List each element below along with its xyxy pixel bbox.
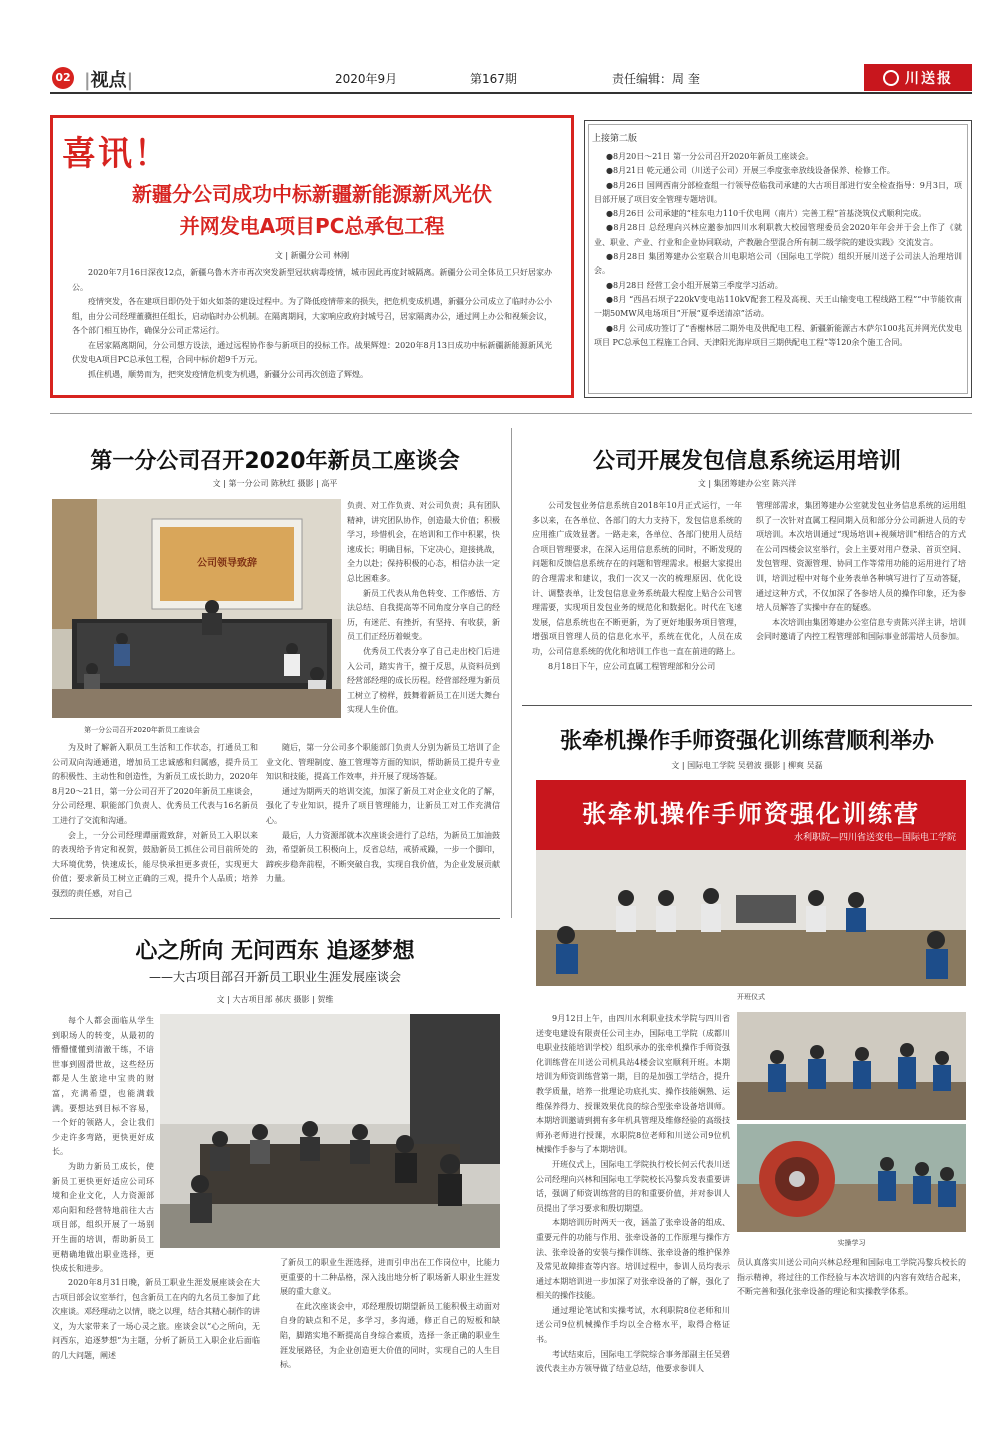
paragraph: 最后，人力资源部就本次座谈会进行了总结，为新员工加油鼓劲，希望新员工积极向上，反省总结，戒骄戒躁，一步一个脚印，蹄疾步稳奔前程，不断突破自我，实现自我价值，为企业发展贡献力量。: [266, 830, 500, 884]
column-divider: [511, 428, 512, 918]
paragraph: 新员工代表从角色转变、工作感悟、方法总结、自我提高等不同角度分享自己的经历，有迷茫、有挫折，有坚持、有收获，新员工们正经历着蜕变。: [347, 588, 500, 642]
section-divider: [50, 413, 972, 414]
meeting-photo-image: [52, 499, 341, 718]
photo-caption: 第一分公司召开2020年新员工座谈会: [84, 726, 200, 734]
issue-number: 第167期: [470, 72, 517, 86]
article-a-middle-column: [266, 741, 500, 887]
continued-label: 上接第二版: [592, 134, 638, 144]
paragraph: 通过为期两天的培训交流，加深了新员工对企业文化的了解，强化了专业知识，提升了项目管理能力，让新员工对工作充满信心。: [266, 786, 500, 825]
paragraph: 本期培训历时两天一夜，涵盖了张牵设备的组成、重要元件的功能与作用、张牵设备的工作原理与操作方法、张牵设备的安装与操作训练、张牵设备的维护保养及常见故障排查等内容。培训过程中，参训人员均表示通过本期培训进一步加深了对张牵设备的了解，强化了相关的操作技能。: [536, 1218, 730, 1301]
paragraph: 随后，第一分公司多个职能部门负责人分别为新员工培训了企业文化、管理制度、施工管理等方面的知识，帮助新员工提升专业知识和技能，提高工作效率，并开展了现场答疑。: [266, 743, 500, 782]
list-item: ●8月28日 经营工会小组开展第三季度学习活动。: [606, 280, 783, 290]
article-d-right-column: 员认真落实川送公司向兴林总经理和国际电工学院冯黎兵校长的指示精神，将过往的工作经验与本次培训的内容有效结合起来，不断完善和强化张牵设备的理论和实操教学体系。: [737, 1258, 966, 1297]
article-title: 张牵机操作手师资强化训练营顺利举办: [559, 729, 934, 754]
list-item: ●8月 “西昌石坝子220kV变电站110kV配套工程及高视、天王山输变电工程线路工程”“中节能钦南一期50MW风电场项目”开展“夏季送清凉”活动。: [594, 294, 962, 319]
news-title-line2: 并网发电A项目PC总承包工程: [179, 214, 445, 238]
article-d-left-column: [536, 1012, 730, 1377]
paragraph: 负责、对工作负责、对公司负责；具有团队精神，讲究团队协作，创造最大价值；积极学习，珍惜机会，在培训和工作中积累，快速成长；明确目标，下定决心，迎接挑战，全力以赴；保持积极的心态，相信办法一定总比困难多。: [347, 501, 500, 583]
paragraph: 2020年8月31日晚，新员工职业生涯发展座谈会在大古项目部会议室举行，包含新员工在内的九名员工参加了此次座谈。邓经理动之以情，晓之以理，结合其精心制作的讲义，为大家带来了一场心灵之旅。座谈会以“心之所向，无问西东，追逐梦想”为主题，分析了新员工入职企业后面临的几大问题，阐述: [52, 1278, 260, 1360]
paragraph: 在此次座谈会中，邓经理殷切期望新员工能积极主动面对自身的缺点和不足，多学习，多沟通，修正自己的短板和缺陷，脚踏实地不断提高自身综合素质，选择一条正确的职业生涯发展路径，为企业创造更大价值的同时，实现自己的人生目标。: [280, 1301, 500, 1370]
classroom-image: [737, 1012, 966, 1120]
article-subtitle: ——大古项目部召开新员工职业生涯发展座谈会: [148, 970, 401, 984]
list-item: ●8月26日 国网西南分部检查组一行领导莅临我司承建的大古项目部进行安全检查指导：9月3日，项目部开展了项目安全管理专题培训。: [594, 180, 962, 204]
paragraph: 会上，一分公司经理谭丽霞致辞，对新员工入职以来的表现给予肯定和祝贺，鼓励新员工抓住公司目前所处的大环境优势，快速成长，能尽快承担更多责任，实现更大价值；要求新员工树立正确的三观，提升个人品质；培养强烈的责任感，对自己: [52, 830, 258, 898]
paragraph: 8月18日下午，应公司直属工程管理部和分公司: [548, 661, 716, 671]
equipment-photo: [737, 1124, 966, 1232]
article-c-right-column: [280, 1256, 500, 1373]
paragraph: 为助力新员工成长，使新员工更快更好适应公司环境和企业文化，人力资源部邓向阳和经营特地前往大古项目部，组织开展了一场别开生面的培训，帮助新员工更精确地做出职业选择，更快成长和进步。: [52, 1161, 154, 1274]
paragraph: 通过理论笔试和实操考试，水利职院8位老师和川送公司9位机械操作手均以全合格水平，取得合格证书。: [536, 1305, 730, 1345]
paragraph: 开班仪式上，国际电工学院执行校长何云代表川送公司经理向兴林和国际电工学院校长冯黎兵发表重要讲话，强调了师资训练营的目的和重要价值，并对参训人员提出了学习要求和殷切期望。: [536, 1159, 730, 1213]
banner-title: 张牵机操作手师资强化训练营: [582, 800, 920, 828]
good-news-badge: 喜讯！: [62, 134, 170, 174]
meeting-photo: [52, 499, 341, 718]
logo-emblem-icon: [883, 70, 899, 86]
paragraph: 9月12日上午，由四川水利职业技术学院与四川省送变电建设有限责任公司主办，国际电工学院（成都川电职业技能培训学校）组织承办的张牵机操作手师资强化训练营在川送公司机具站4楼会议室顺利开班。本期培训为师资训练营第一期，目的是加强工学结合，提升教学质量，培养一批理论功底扎实、操作技能娴熟、运维保养得力、授课效果优良的综合型张牵设备培训师。本期培训邀请到拥有多年机具管理及维修经验的高级技师孙老师进行授课，水职院8位老师和川送公司9位机械操作手参与了本期培训。: [536, 1014, 730, 1155]
article-byline: 文 | 集团筹建办公室 陈兴洋: [697, 479, 797, 488]
news-title-line1: 新疆分公司成功中标新疆新能源新风光伏: [132, 182, 492, 206]
equipment-image: [737, 1124, 966, 1232]
photo-caption: 实操学习: [837, 1239, 866, 1247]
news-body: [72, 266, 552, 382]
article-b-left-column: [532, 499, 742, 674]
logo-text: 川送报: [905, 70, 953, 87]
article-a-right-column: [347, 499, 500, 718]
banner-subtitle: 水利职院—四川省送变电—国际电工学院: [793, 833, 956, 843]
section-divider: [50, 918, 500, 919]
paragraph: 疫情突发，各在建项目即仍处于如火如荼的建设过程中。为了降低疫情带来的损失，把危机变成机遇，新疆分公司成立了临时办公小组，由分公司经理董骥担任组长，启动临时办公机制。在隔离期间，大家响应政府封城号召，居家隔离办公，通过网上办公和视频会议，各个部门相互协作，确保分公司正常运行。: [72, 297, 552, 335]
article-c-bottom-left-column: [52, 1276, 260, 1364]
list-item: ●8月 公司成功签订了“香榭林居二期外电及供配电工程、新疆新能源古木萨尔100兆瓦并网光伏发电项目 PC总承包工程施工合同、天津阳光海岸项目三期供配电工程”等120余个施工合同。: [594, 323, 962, 347]
article-byline: 文 | 第一分公司 陈秋红 摄影 | 高平: [212, 479, 338, 488]
article-title: 心之所向 无问西东 追逐梦想: [135, 939, 415, 964]
list-item: ●8月20日～21日 第一分公司召开2020年新员工座谈会。: [606, 152, 814, 161]
section-label: 视点: [90, 70, 127, 91]
photo-caption: 开班仪式: [737, 993, 765, 1001]
classroom-photo: [737, 1012, 966, 1120]
paragraph: 2020年7月16日深夜12点，新疆乌鲁木齐市再次突发新型冠状病毒疫情，城市因此再度封城隔离。新疆分公司全体员工只好居家办公。: [72, 268, 552, 292]
paragraph: 管理部需求，集团筹建办公室就发包业务信息系统的运用组织了一次针对直属工程同期入员和部分分公司新进人员的专项培训。本次培训通过“现场培训+视频培训”相结合的方式在公司四楼会议室举行，会上主要对用户登录、首页空间、发包管理、资源管理、协同工作等常用功能的运用进行了培训，培训过程中对每个业务表单各种填写进行了互动答疑，通过这种方式，不仅加深了各参培人员的操作印象，还为参培人员解答了实操中存在的疑惑。: [756, 501, 966, 613]
editor-credit: 责任编辑：周 奎: [612, 72, 700, 86]
article-title: 第一分公司召开2020年新员工座谈会: [90, 449, 460, 474]
paragraph: 本次培训由集团筹建办公室信息专责陈兴洋主讲，培训会同时邀请了内控工程管理部和国际事业部需培人员参加。: [756, 617, 966, 642]
list-item: ●8月21日 乾元通公司（川送子公司）开展三季度张牵放线设备保养、检修工作。: [606, 166, 895, 176]
paragraph: 为及时了解新入职员工生活和工作状态，打通员工和公司双向沟通通道，增加员工忠诚感和归属感，提升员工的积极性、主动性和创造性，为新员工成长助力，2020年8月20～21日，第一分公司召开了2020年新员工座谈会，分公司经理、职能部门负责人、优秀员工代表与16名新员工进行了交流和沟通。: [52, 743, 258, 825]
career-talk-image: [160, 1014, 500, 1248]
career-talk-photo: [160, 1014, 500, 1248]
header-rule: [50, 92, 972, 94]
section-title: |视点|: [84, 70, 134, 91]
opening-ceremony-photo: [536, 780, 966, 986]
list-item: ●8月26日 公司承建的“桂东电力110千伏电网（南片）完善工程”首基浇筑仪式顺利完成。: [606, 209, 927, 219]
article-title: 公司开展发包信息系统运用培训: [592, 449, 901, 474]
news-byline: 文 | 新疆分公司 林刚: [274, 251, 350, 260]
paragraph: 抓住机遇，顺势而为，把突发疫情危机变为机遇，新疆分公司再次创造了辉煌。: [88, 369, 368, 379]
article-c-left-column: [52, 1014, 154, 1277]
article-byline: 文 | 大古项目部 郝庆 摄影 | 贺维: [216, 995, 334, 1004]
paragraph: 每个人都会面临从学生到职场人的转变，从最初的懵懵懂懂到清澈干练，不谙世事到圆滑世故，这些经历都是人生旅途中宝贵的财富，充满希望，也能满载满。要想达到目标不容易，一个好的领路人，会让我们少走许多弯路，更快更好成长。: [52, 1016, 154, 1157]
issue-date: 2020年9月: [335, 72, 398, 86]
continued-list: [594, 150, 962, 350]
paragraph: 优秀员工代表分享了自己走出校门后进入公司，踏实肯干，擅于反思，从资料员到经营部经理的成长历程。经营部经理为新员工树立了榜样，鼓舞着新员工在川送大舞台实现人生价值。: [347, 646, 500, 715]
paragraph: 考试结束后，国际电工学院综合事务部副主任吴碧波代表主办方领导做了结业总结，他要求参训人: [536, 1349, 730, 1374]
paragraph: 在居家隔离期间，分公司想方设法，通过远程协作参与新项目的投标工作。战果辉煌：2020年8月13日成功中标新疆新能源新风光伏发电A项目PC总承包工程，合同中标价超9千万元。: [72, 340, 552, 364]
paragraph: 了新员工的职业生涯选择，进而引申出在工作岗位中，比能力更重要的十二种品格，深入浅出地分析了职场新人职业生涯发展的重大意义。: [280, 1258, 500, 1297]
list-item: ●8月28日 集团筹建办公室联合川电职培公司（国际电工学院）组织开展川送子公司法人治理培训会。: [594, 252, 962, 276]
article-byline: 文 | 国际电工学院 吴碧波 摄影 | 柳爽 吴磊: [671, 761, 823, 770]
photo-banner-text: 公司领导致辞: [197, 558, 257, 569]
newspaper-logo: [864, 64, 972, 91]
page-number: 02: [52, 67, 74, 89]
article-b-right-column: [756, 499, 966, 645]
paragraph: 公司发包业务信息系统自2018年10月正式运行，一年多以来，在各单位、各部门的大力支持下，发包信息系统的应用推广成效显著。一路走来，各单位、各部门使用人员结合项目管理要求，在深入运用信息系统的同时，不断发现的问题和反馈信息系统存在的问题和管理需求。根据大家提出的合理需求和建议，我们一次又一次的梳理原因、优化设计、调整表单，让发包信息业务系统最大程度上贴合公司管理需要，实现项目发包业务的规范化和数据化。时代在飞速发展，信息系统也在不断更新，为了更好地服务项目管理，增强项目管理人员的信息化水平，系统在优化，人员在成功，公司信息系统的优化和培训工作也一直在前进的路上。: [532, 501, 742, 656]
list-item: ●8月28日 总经理向兴林应邀参加四川水利职教大校园管理委员会2020年年会并于会上作了《就业、职业、产业、行业和企业协同联动，产教融合型混合所有制二级学院的建设实践》交流发言。: [594, 223, 962, 247]
section-divider: [522, 705, 972, 706]
article-a-left-column: [52, 741, 258, 902]
